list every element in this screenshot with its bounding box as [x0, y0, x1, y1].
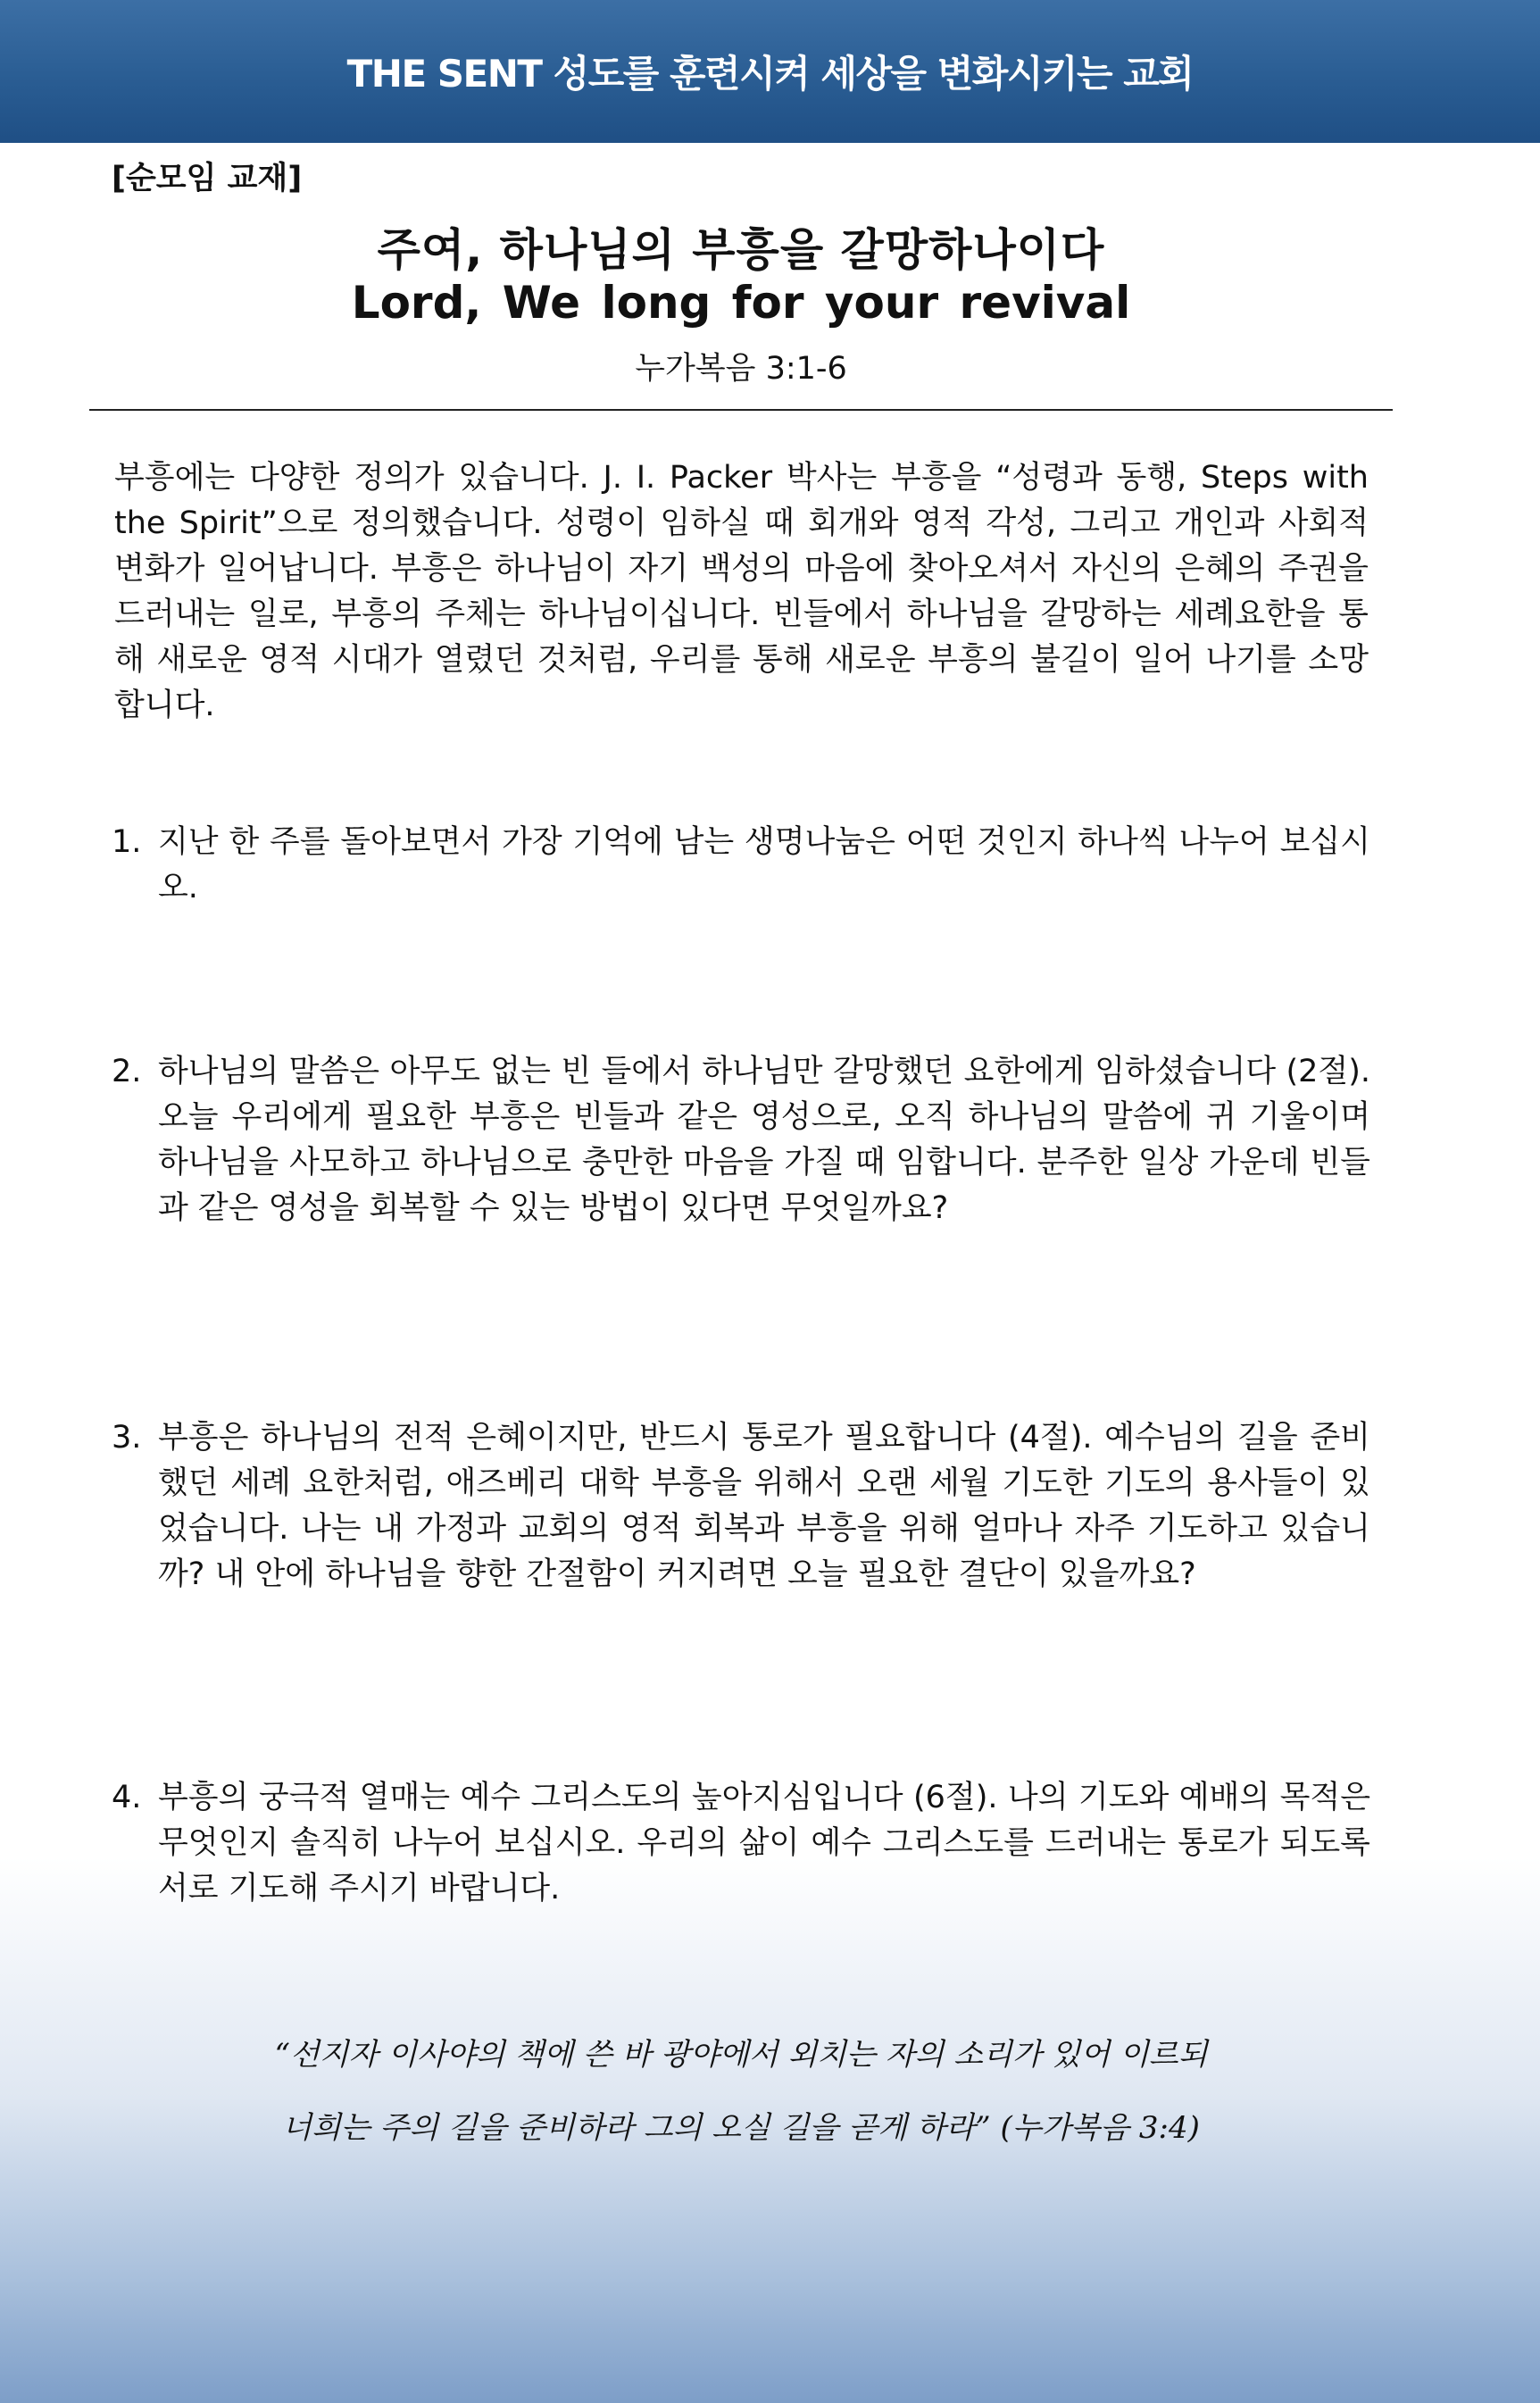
question-number: 3.: [112, 1420, 142, 1456]
scripture-reference: 누가복음 3:1-6: [635, 351, 847, 387]
header-bar: [0, 0, 1540, 143]
question-text: 지난 한 주를 돌아보면서 가장 기억에 남는 생명나눔은 어떤 것인지 하나씩 나누어 보십시오.: [158, 824, 1370, 905]
question-number: 1.: [112, 824, 142, 860]
title-korean: 주여, 하나님의 부흥을 갈망하나이다: [377, 224, 1105, 276]
question-1: [112, 820, 1370, 911]
question-number: 4.: [112, 1780, 142, 1815]
material-tag: [순모임 교재]: [112, 161, 303, 196]
title-english: Lord, We long for your revival: [351, 277, 1131, 329]
question-text: 하나님의 말씀은 아무도 없는 빈 들에서 하나님만 갈망했던 요한에게 임하셨습니다 (2절). 오늘 우리에게 필요한 부흥은 빈들과 같은 영성으로, 오직 하나님의 말씀에 귀 기울이며 하나님을 사모하고 하나님으로 충만한 마음을 가질 때 임합니다. 분주한 일상 가운데 빈들과 같은 영성을 회복할 수 있는 방법이 있다면 무엇일까요?: [158, 1054, 1370, 1226]
verse-quote-line-2: 너희는 주의 길을 준비하라 그의 오실 길을 곧게 하라” (누가복음 3:4): [282, 2110, 1200, 2146]
question-number: 2.: [112, 1054, 142, 1089]
question-4: [112, 1775, 1370, 1912]
intro-paragraph: 부흥에는 다양한 정의가 있습니다. J. I. Packer 박사는 부흥을 “성령과 동행, Steps with the Spirit”으로 정의했습니다. 성령이 임하실 때 회개와 영적 각성, 그리고 개인과 사회적 변화가 일어납니다. 부흥은 하나님이 자기 백성의 마음에 찾아오셔서 자신의 은혜의 주권을 드러내는 일로, 부흥의 주체는 하나님이십니다. 빈들에서 하나님을 갈망하는 세례요한을 통해 새로운 영적 시대가 열렸던 것처럼, 우리를 통해 새로운 부흥의 불길이 일어 나기를 소망합니다.: [114, 460, 1369, 723]
question-text: 부흥은 하나님의 전적 은혜이지만, 반드시 통로가 필요합니다 (4절). 예수님의 길을 준비했던 세례 요한처럼, 애즈베리 대학 부흥을 위해서 오랜 세월 기도한 기도의 용사들이 있었습니다. 나는 내 가정과 교회의 영적 회복과 부흥을 위해 얼마나 자주 기도하고 있습니까? 내 안에 하나님을 향한 간절함이 커지려면 오늘 필요한 결단이 있을까요?: [158, 1420, 1370, 1592]
divider: [89, 409, 1393, 411]
verse-quote-line-1: “선지자 이사야의 책에 쓴 바 광야에서 외치는 자의 소리가 있어 이르되: [274, 2037, 1208, 2073]
question-text: 부흥의 궁극적 열매는 예수 그리스도의 높아지심입니다 (6절). 나의 기도와 예배의 목적은 무엇인지 솔직히 나누어 보십시오. 우리의 삶이 예수 그리스도를 드러내는 통로가 되도록 서로 기도해 주시기 바랍니다.: [158, 1780, 1370, 1907]
header-title: THE SENT 성도를 훈련시켜 세상을 변화시키는 교회: [346, 52, 1194, 96]
question-2: [112, 1049, 1370, 1231]
question-3: [112, 1415, 1370, 1598]
